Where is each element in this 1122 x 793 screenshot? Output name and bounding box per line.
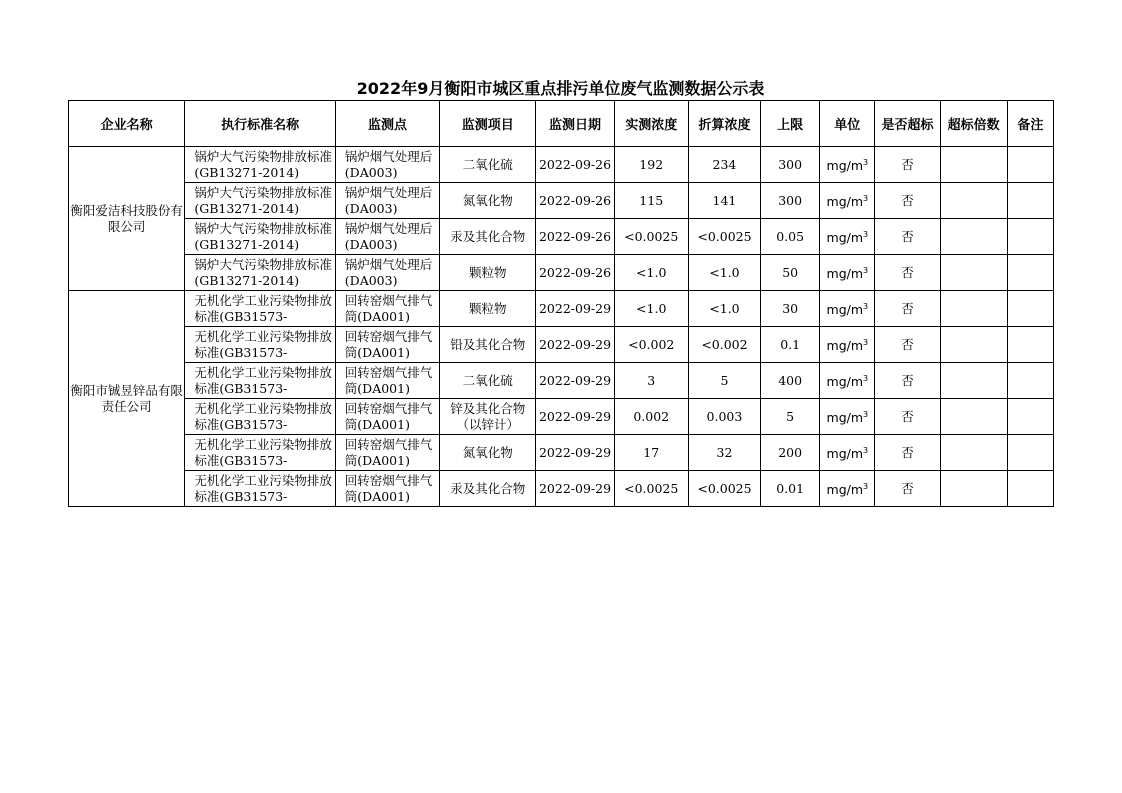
header-exceed-times: 超标倍数 [940, 101, 1007, 147]
measured-cell: 192 [614, 147, 688, 183]
unit-base: mg/m [826, 158, 864, 174]
note-cell [1007, 147, 1053, 183]
unit-cell [820, 291, 875, 327]
monitoring-item-cell: 汞及其化合物 [440, 471, 536, 507]
converted-cell: 5 [688, 363, 760, 399]
measured-cell: <1.0 [614, 291, 688, 327]
measured-cell: 3 [614, 363, 688, 399]
exceed-times-cell [940, 147, 1007, 183]
note-cell [1007, 327, 1053, 363]
table-row [69, 435, 1054, 471]
header-limit: 上限 [761, 101, 820, 147]
monitoring-point-cell [335, 219, 439, 255]
header-monitoring-point: 监测点 [335, 101, 439, 147]
note-cell [1007, 255, 1053, 291]
unit-cell [820, 183, 875, 219]
date-cell: 2022-09-29 [536, 327, 614, 363]
table-row [69, 219, 1054, 255]
converted-cell: <0.002 [688, 327, 760, 363]
unit-superscript: 3 [863, 337, 869, 347]
unit-superscript: 3 [863, 157, 869, 167]
exceed-times-cell [940, 219, 1007, 255]
monitoring-point-text: 锅炉烟气处理后(DA003) [344, 148, 433, 180]
exceed-times-cell [940, 363, 1007, 399]
monitoring-point-text: 回转窑烟气排气筒(DA001) [344, 400, 433, 432]
company-name-cell: 衡阳爱洁科技股份有限公司 [69, 147, 185, 291]
limit-cell: 300 [761, 183, 820, 219]
unit-cell [820, 147, 875, 183]
exceed-times-cell [940, 327, 1007, 363]
standard-text: 无机化学工业污染物排放标准(GB31573- [194, 328, 332, 360]
unit-base: mg/m [826, 266, 864, 282]
standard-text: 无机化学工业污染物排放标准(GB31573- [194, 292, 332, 324]
monitoring-item-cell: 氮氧化物 [440, 435, 536, 471]
standard-text: 锅炉大气污染物排放标准(GB13271-2014) [194, 256, 332, 288]
converted-cell: 234 [688, 147, 760, 183]
exceed-cell: 否 [875, 291, 940, 327]
measured-cell: <0.002 [614, 327, 688, 363]
unit-base: mg/m [826, 446, 864, 462]
monitoring-point-text: 锅炉烟气处理后(DA003) [344, 184, 433, 216]
page-title: 2022年9月衡阳市城区重点排污单位废气监测数据公示表 [356, 79, 765, 98]
monitoring-item-cell: 锌及其化合物（以锌计） [440, 399, 536, 435]
monitoring-point-cell [335, 471, 439, 507]
table-row [69, 255, 1054, 291]
standard-text: 锅炉大气污染物排放标准(GB13271-2014) [194, 148, 332, 180]
converted-cell: <0.0025 [688, 471, 760, 507]
exceed-cell: 否 [875, 219, 940, 255]
unit-superscript: 3 [863, 229, 869, 239]
table-row [69, 147, 1054, 183]
standard-cell [185, 399, 335, 435]
monitoring-item-cell: 颗粒物 [440, 255, 536, 291]
standard-cell [185, 291, 335, 327]
converted-cell: <1.0 [688, 291, 760, 327]
header-date: 监测日期 [536, 101, 614, 147]
exceed-cell: 否 [875, 183, 940, 219]
limit-cell: 400 [761, 363, 820, 399]
standard-cell [185, 435, 335, 471]
unit-base: mg/m [826, 374, 864, 390]
unit-base: mg/m [826, 302, 864, 318]
monitoring-item-cell: 铅及其化合物 [440, 327, 536, 363]
unit-superscript: 3 [863, 409, 869, 419]
table-header-row [69, 101, 1054, 147]
note-cell [1007, 219, 1053, 255]
exceed-cell: 否 [875, 435, 940, 471]
limit-cell: 30 [761, 291, 820, 327]
header-converted: 折算浓度 [688, 101, 760, 147]
exceed-cell: 否 [875, 471, 940, 507]
data-table [68, 100, 1054, 507]
exceed-times-cell [940, 255, 1007, 291]
header-standard: 执行标准名称 [185, 101, 335, 147]
note-cell [1007, 399, 1053, 435]
measured-cell: <0.0025 [614, 219, 688, 255]
header-note: 备注 [1007, 101, 1053, 147]
monitoring-point-cell [335, 147, 439, 183]
unit-cell [820, 219, 875, 255]
monitoring-point-text: 回转窑烟气排气筒(DA001) [344, 472, 433, 504]
standard-cell [185, 255, 335, 291]
unit-superscript: 3 [863, 301, 869, 311]
table-row [69, 327, 1054, 363]
measured-cell: <1.0 [614, 255, 688, 291]
monitoring-point-cell [335, 363, 439, 399]
limit-cell: 0.1 [761, 327, 820, 363]
monitoring-point-text: 回转窑烟气排气筒(DA001) [344, 436, 433, 468]
limit-cell: 0.01 [761, 471, 820, 507]
table-row [69, 183, 1054, 219]
unit-cell [820, 435, 875, 471]
standard-text: 锅炉大气污染物排放标准(GB13271-2014) [194, 220, 332, 252]
measured-cell: 0.002 [614, 399, 688, 435]
measured-cell: <0.0025 [614, 471, 688, 507]
date-cell: 2022-09-29 [536, 363, 614, 399]
unit-base: mg/m [826, 338, 864, 354]
monitoring-point-cell [335, 435, 439, 471]
limit-cell: 50 [761, 255, 820, 291]
company-name-cell: 衡阳市铖昱锌品有限责任公司 [69, 291, 185, 507]
monitoring-item-cell: 二氧化硫 [440, 147, 536, 183]
monitoring-item-cell: 颗粒物 [440, 291, 536, 327]
date-cell: 2022-09-26 [536, 147, 614, 183]
table-row [69, 471, 1054, 507]
unit-superscript: 3 [863, 445, 869, 455]
converted-cell: <1.0 [688, 255, 760, 291]
note-cell [1007, 363, 1053, 399]
header-company: 企业名称 [69, 101, 185, 147]
converted-cell: 0.003 [688, 399, 760, 435]
unit-superscript: 3 [863, 193, 869, 203]
unit-base: mg/m [826, 410, 864, 426]
limit-cell: 300 [761, 147, 820, 183]
unit-cell [820, 471, 875, 507]
note-cell [1007, 435, 1053, 471]
unit-cell [820, 255, 875, 291]
date-cell: 2022-09-26 [536, 255, 614, 291]
note-cell [1007, 183, 1053, 219]
date-cell: 2022-09-29 [536, 435, 614, 471]
limit-cell: 200 [761, 435, 820, 471]
standard-cell [185, 219, 335, 255]
standard-cell [185, 363, 335, 399]
unit-cell [820, 327, 875, 363]
date-cell: 2022-09-26 [536, 219, 614, 255]
standard-text: 无机化学工业污染物排放标准(GB31573- [194, 364, 332, 396]
limit-cell: 0.05 [761, 219, 820, 255]
monitoring-point-cell [335, 183, 439, 219]
table-row [69, 363, 1054, 399]
exceed-cell: 否 [875, 255, 940, 291]
measured-cell: 17 [614, 435, 688, 471]
standard-cell [185, 147, 335, 183]
unit-superscript: 3 [863, 373, 869, 383]
monitoring-point-text: 回转窑烟气排气筒(DA001) [344, 364, 433, 396]
table-row [69, 399, 1054, 435]
converted-cell: 32 [688, 435, 760, 471]
exceed-times-cell [940, 435, 1007, 471]
header-monitoring-item: 监测项目 [440, 101, 536, 147]
monitoring-point-text: 回转窑烟气排气筒(DA001) [344, 292, 433, 324]
standard-cell [185, 471, 335, 507]
monitoring-point-cell [335, 327, 439, 363]
monitoring-point-text: 锅炉烟气处理后(DA003) [344, 256, 433, 288]
monitoring-item-cell: 氮氧化物 [440, 183, 536, 219]
date-cell: 2022-09-29 [536, 399, 614, 435]
unit-superscript: 3 [863, 265, 869, 275]
unit-cell [820, 399, 875, 435]
monitoring-point-cell [335, 399, 439, 435]
unit-base: mg/m [826, 482, 864, 498]
standard-text: 无机化学工业污染物排放标准(GB31573- [194, 472, 332, 504]
monitoring-point-text: 回转窑烟气排气筒(DA001) [344, 328, 433, 360]
monitoring-point-text: 锅炉烟气处理后(DA003) [344, 220, 433, 252]
standard-cell [185, 183, 335, 219]
header-measured: 实测浓度 [614, 101, 688, 147]
converted-cell: <0.0025 [688, 219, 760, 255]
date-cell: 2022-09-26 [536, 183, 614, 219]
exceed-times-cell [940, 471, 1007, 507]
exceed-times-cell [940, 399, 1007, 435]
table-row [69, 291, 1054, 327]
note-cell [1007, 471, 1053, 507]
standard-text: 无机化学工业污染物排放标准(GB31573- [194, 436, 332, 468]
exceed-times-cell [940, 291, 1007, 327]
unit-base: mg/m [826, 194, 864, 210]
monitoring-item-cell: 二氧化硫 [440, 363, 536, 399]
monitoring-point-cell [335, 255, 439, 291]
note-cell [1007, 291, 1053, 327]
date-cell: 2022-09-29 [536, 291, 614, 327]
exceed-cell: 否 [875, 399, 940, 435]
header-exceed: 是否超标 [875, 101, 940, 147]
standard-text: 无机化学工业污染物排放标准(GB31573- [194, 400, 332, 432]
exceed-cell: 否 [875, 147, 940, 183]
converted-cell: 141 [688, 183, 760, 219]
exceed-times-cell [940, 183, 1007, 219]
exceed-cell: 否 [875, 327, 940, 363]
header-unit: 单位 [820, 101, 875, 147]
unit-superscript: 3 [863, 481, 869, 491]
measured-cell: 115 [614, 183, 688, 219]
exceed-cell: 否 [875, 363, 940, 399]
standard-text: 锅炉大气污染物排放标准(GB13271-2014) [194, 184, 332, 216]
unit-cell [820, 363, 875, 399]
standard-cell [185, 327, 335, 363]
limit-cell: 5 [761, 399, 820, 435]
unit-base: mg/m [826, 230, 864, 246]
monitoring-item-cell: 汞及其化合物 [440, 219, 536, 255]
monitoring-point-cell [335, 291, 439, 327]
date-cell: 2022-09-29 [536, 471, 614, 507]
